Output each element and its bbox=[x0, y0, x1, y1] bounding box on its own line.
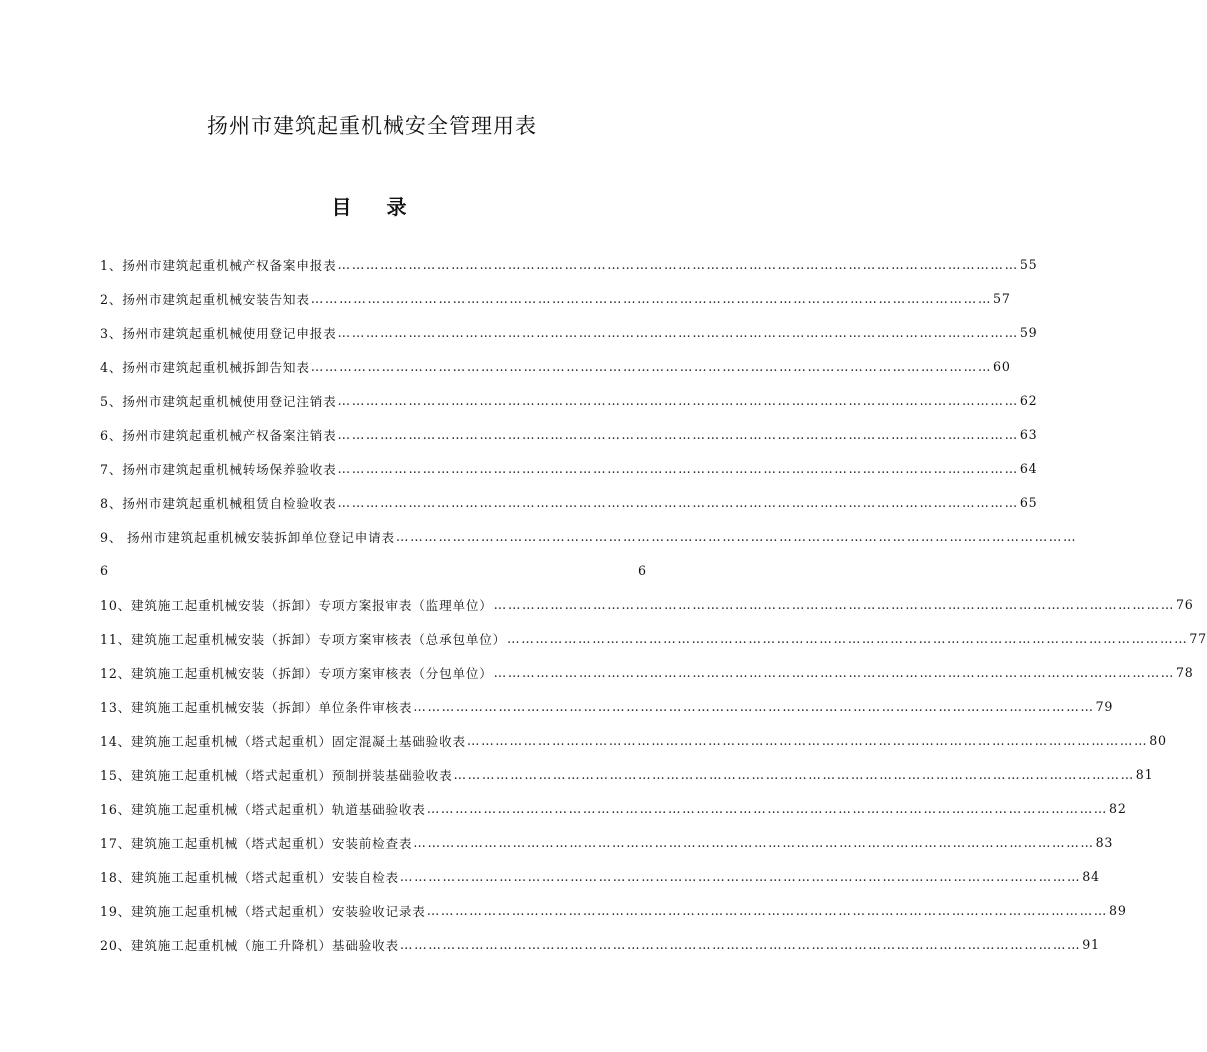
toc-entry-label: 12、建筑施工起重机械安装（拆卸）专项方案审核表（分包单位） bbox=[100, 665, 493, 681]
dot-leader: ……………………………………………………………………………………………………………………………… bbox=[337, 392, 1019, 408]
toc-entry-page: 63 bbox=[1019, 426, 1038, 442]
dot-leader: ……………………………………………………………………………………………………………………………… bbox=[453, 766, 1135, 782]
dot-leader: ……………………………………………………………………………………………………………………………… bbox=[310, 358, 993, 374]
continuation-right-text: 6 bbox=[637, 562, 646, 578]
toc-entry-label: 5、扬州市建筑起重机械使用登记注销表 bbox=[100, 393, 337, 409]
toc-entry[interactable] bbox=[100, 286, 1011, 310]
dot-leader: ……………………………………………………………………………………………………………………………… bbox=[337, 426, 1019, 442]
toc-entry-label: 18、建筑施工起重机械（塔式起重机）安装自检表 bbox=[100, 869, 399, 885]
toc-entry-label: 10、建筑施工起重机械安装（拆卸）专项方案报审表（监理单位） bbox=[100, 597, 493, 613]
toc-entry-page: 82 bbox=[1109, 800, 1127, 816]
toc-entry-label: 1、扬州市建筑起重机械产权备案申报表 bbox=[100, 257, 337, 273]
toc-entry[interactable] bbox=[100, 932, 1100, 956]
continuation-left-text: 6 bbox=[100, 562, 109, 578]
toc-entry-label: 15、建筑施工起重机械（塔式起重机）预制拼装基础验收表 bbox=[100, 767, 453, 783]
toc-entry[interactable] bbox=[100, 320, 1038, 344]
toc-entry-page: 91 bbox=[1082, 936, 1100, 952]
dot-leader: ……………………………………………………………………………………………………………………………… bbox=[337, 324, 1019, 340]
toc-entry-page: 64 bbox=[1019, 460, 1038, 476]
toc-entry-label: 2、扬州市建筑起重机械安装告知表 bbox=[100, 291, 310, 307]
toc-entry-page: 57 bbox=[993, 290, 1011, 306]
toc-entry-page: 81 bbox=[1135, 766, 1154, 782]
dot-leader: ……………………………………………………………………………………………………………………………… bbox=[466, 732, 1149, 748]
dot-leader: ……………………………………………………………………………………………………………………………… bbox=[337, 256, 1019, 272]
toc-entry[interactable] bbox=[100, 456, 1038, 480]
toc-entry-page: 77 bbox=[1189, 630, 1207, 646]
toc-entry-label: 19、建筑施工起重机械（塔式起重机）安装验收记录表 bbox=[100, 903, 426, 919]
toc-entry[interactable] bbox=[100, 898, 1127, 922]
toc-entry[interactable] bbox=[100, 830, 1114, 854]
toc-entry-page: 83 bbox=[1095, 834, 1114, 850]
toc-entry[interactable] bbox=[100, 524, 1078, 548]
dot-leader: ……………………………………………………………………………………………………………………………… bbox=[395, 528, 1078, 544]
toc-entry-page: 60 bbox=[993, 358, 1011, 374]
toc-entry-label: 13、建筑施工起重机械安装（拆卸）单位条件审核表 bbox=[100, 699, 413, 715]
toc-entry-label: 14、建筑施工起重机械（塔式起重机）固定混凝土基础验收表 bbox=[100, 733, 466, 749]
toc-entry[interactable] bbox=[100, 490, 1038, 514]
toc-entry-continuation bbox=[100, 558, 646, 582]
toc-entry-page: 55 bbox=[1019, 256, 1038, 272]
toc-entry-page: 80 bbox=[1149, 732, 1167, 748]
toc-entry-page: 79 bbox=[1095, 698, 1114, 714]
document-title: 扬州市建筑起重机械安全管理用表 bbox=[207, 114, 537, 138]
dot-leader: ……………………………………………………………………………………………………………………………… bbox=[310, 290, 993, 306]
dot-leader: ……………………………………………………………………………………………………………………………… bbox=[399, 936, 1082, 952]
toc-heading: 目 录 bbox=[331, 195, 421, 219]
toc-entry-page: 78 bbox=[1175, 664, 1194, 680]
toc-entry-label: 11、建筑施工起重机械安装（拆卸）专项方案审核表（总承包单位） bbox=[100, 631, 507, 647]
toc-entry-page: 59 bbox=[1019, 324, 1038, 340]
dot-leader: ……………………………………………………………………………………………………………………………… bbox=[493, 664, 1175, 680]
dot-leader: ……………………………………………………………………………………………………………………………… bbox=[413, 834, 1095, 850]
toc-entry[interactable] bbox=[100, 252, 1038, 276]
toc-entry[interactable] bbox=[100, 592, 1194, 616]
dot-leader: ……………………………………………………………………………………………………………………………… bbox=[337, 494, 1019, 510]
toc-entry[interactable] bbox=[100, 728, 1167, 752]
dot-leader: ……………………………………………………………………………………………………………………………… bbox=[413, 698, 1095, 714]
toc-entry-label: 17、建筑施工起重机械（塔式起重机）安装前检查表 bbox=[100, 835, 413, 851]
toc-entry-page: 62 bbox=[1019, 392, 1038, 408]
toc-entry-label: 16、建筑施工起重机械（塔式起重机）轨道基础验收表 bbox=[100, 801, 426, 817]
toc-entry-label: 7、扬州市建筑起重机械转场保养验收表 bbox=[100, 461, 337, 477]
dot-leader: ……………………………………………………………………………………………………………………………… bbox=[426, 800, 1108, 816]
dot-leader: ……………………………………………………………………………………………………………………………… bbox=[493, 596, 1175, 612]
toc-entry[interactable] bbox=[100, 354, 1011, 378]
toc-entry-page: 65 bbox=[1019, 494, 1038, 510]
toc-entry[interactable] bbox=[100, 762, 1154, 786]
dot-leader: ……………………………………………………………………………………………………………………………… bbox=[507, 630, 1189, 646]
toc-entry[interactable] bbox=[100, 388, 1038, 412]
dot-leader: ……………………………………………………………………………………………………………………………… bbox=[337, 460, 1019, 476]
toc-entry-label: 3、扬州市建筑起重机械使用登记申报表 bbox=[100, 325, 337, 341]
dot-leader: ……………………………………………………………………………………………………………………………… bbox=[426, 902, 1108, 918]
toc-entry-label: 8、扬州市建筑起重机械租赁自检验收表 bbox=[100, 495, 337, 511]
toc-entry-label: 20、建筑施工起重机械（施工升降机）基础验收表 bbox=[100, 937, 399, 953]
toc-entry-page: 84 bbox=[1082, 868, 1100, 884]
toc-entry-label: 6、扬州市建筑起重机械产权备案注销表 bbox=[100, 427, 337, 443]
toc-entry[interactable] bbox=[100, 422, 1038, 446]
toc-entry-page: 76 bbox=[1175, 596, 1194, 612]
toc-entry[interactable] bbox=[100, 796, 1127, 820]
toc-entry-page: 89 bbox=[1109, 902, 1127, 918]
toc-entry-label: 9、 扬州市建筑起重机械安装拆卸单位登记申请表 bbox=[100, 529, 395, 545]
toc-entry[interactable] bbox=[100, 660, 1194, 684]
toc-entry[interactable] bbox=[100, 694, 1114, 718]
toc-entry[interactable] bbox=[100, 626, 1207, 650]
toc-entry[interactable] bbox=[100, 864, 1100, 888]
dot-leader: ……………………………………………………………………………………………………………………………… bbox=[399, 868, 1082, 884]
toc-entry-label: 4、扬州市建筑起重机械拆卸告知表 bbox=[100, 359, 310, 375]
